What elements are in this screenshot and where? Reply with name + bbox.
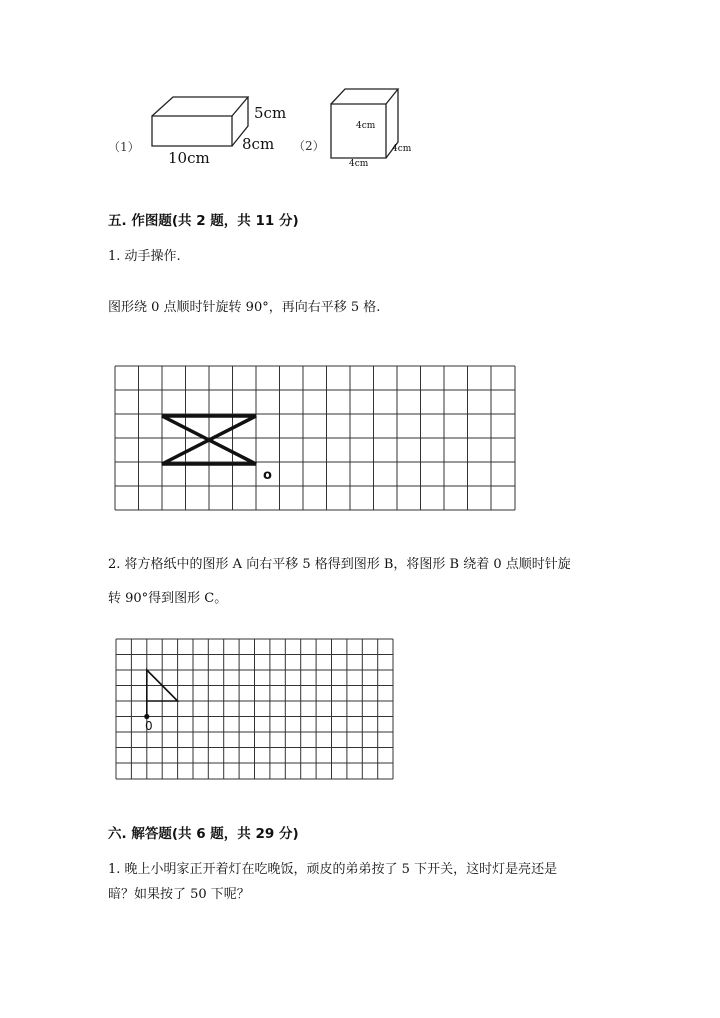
section-5-q2-text-1: 2. 将方格纸中的图形 A 向右平移 5 格得到图形 B，将图形 B 绕着 0 点顺时针旋: [108, 557, 571, 572]
section-5-title: 五. 作图题(共 2 题，共 11 分): [108, 213, 299, 229]
figure-2-label: （2）: [293, 139, 325, 153]
figure-1-label: （1）: [108, 140, 140, 154]
grid-1: [115, 366, 517, 512]
section-6-q1-text-2: 暗？如果按了 50 下呢？: [108, 887, 250, 902]
cube-front-label: 4cm: [356, 121, 376, 131]
section-6-title: 六. 解答题(共 6 题，共 29 分): [108, 826, 299, 842]
grid-2-point-0: 0: [145, 719, 153, 733]
cuboid-width-label: 8cm: [242, 135, 275, 153]
grid-1-point-o: o: [263, 468, 272, 483]
cube-side-label: 4cm: [392, 144, 412, 154]
cuboid-height-label: 5cm: [254, 104, 287, 122]
section-6-q1-text-1: 1. 晚上小明家正开着灯在吃晚饭，顽皮的弟弟按了 5 下开关，这时灯是亮还是: [108, 862, 558, 877]
grid-1-lines: [115, 366, 515, 510]
cuboid-length-label: 10cm: [168, 149, 210, 167]
section-5-q1-text: 1. 动手操作.: [108, 249, 181, 264]
grid-2-lines: [116, 639, 393, 779]
cube-bottom-label: 4cm: [349, 159, 369, 169]
section-5-q2-text-2: 转 90°得到图形 C。: [108, 591, 228, 606]
cuboid-figure: [145, 94, 255, 150]
grid-2: [116, 639, 396, 781]
section-5-q1-instruction: 图形绕 0 点顺时针旋转 90°，再向右平移 5 格.: [108, 300, 381, 315]
